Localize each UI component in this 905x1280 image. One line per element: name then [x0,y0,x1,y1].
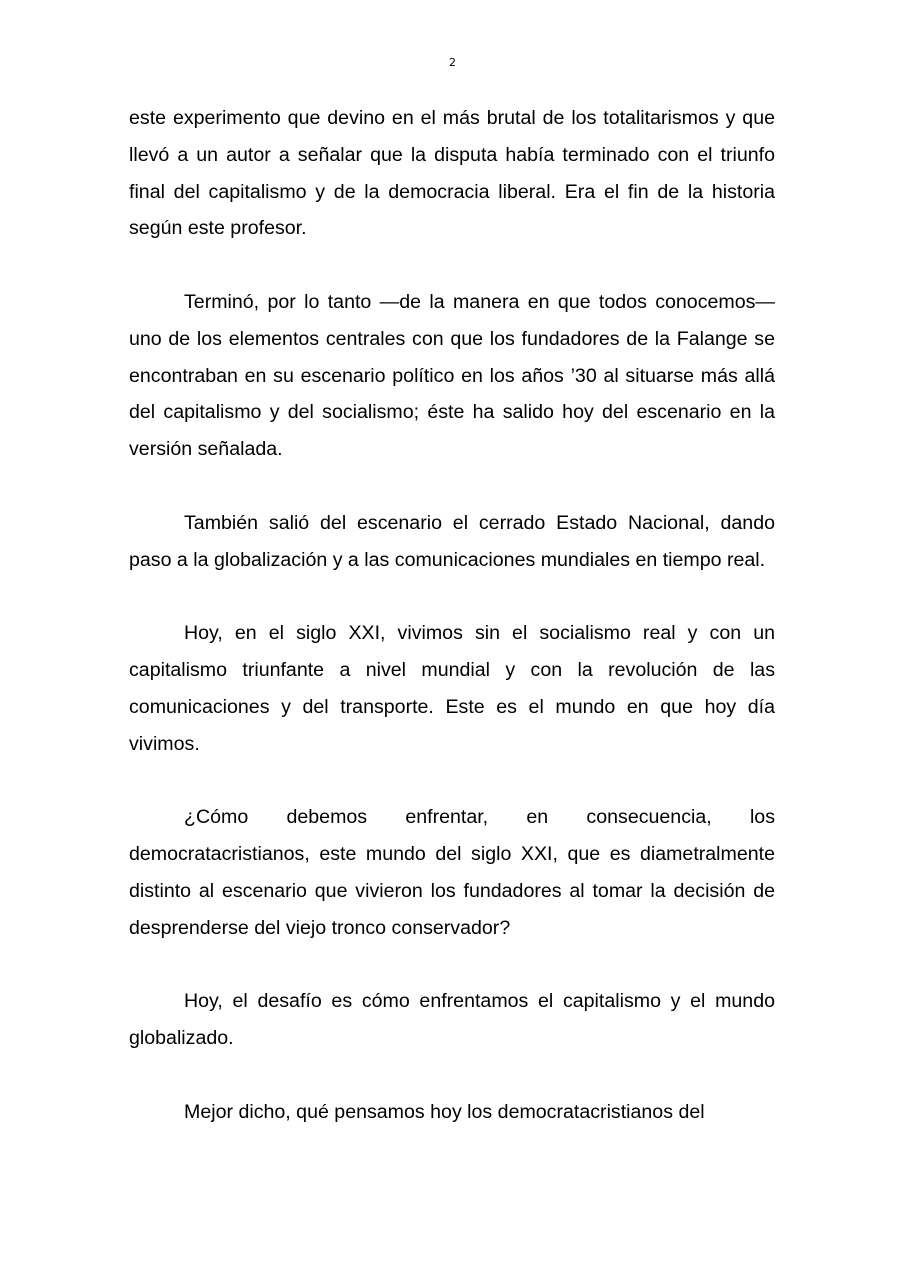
paragraph-3: También salió del escenario el cerrado Estado Nacional, dando paso a la globalización y a las comunicaciones mundiales en tiempo real. [129,511,775,571]
paragraph-5: ¿Cómo debemos enfrentar, en consecuencia, los democratacristianos, este mundo del siglo XXI, que es diametralmente distinto al escenario que vivieron los fundadores al tomar la decisión de desprenderse del viejo tronco conservador? [129,806,775,939]
paragraph-1: este experimento que devino en el más brutal de los totalitarismos y que llevó a un autor a señalar que la disputa había terminado con el triunfo final del capitalismo y de la democracia liberal. Era el fin de la historia según este profesor. [129,107,775,240]
paragraph-6: Hoy, el desafío es cómo enfrentamos el capitalismo y el mundo globalizado. [129,990,775,1049]
paragraph-4: Hoy, en el siglo XXI, vivimos sin el socialismo real y con un capitalismo triunfante a nivel mundial y con la revolución de las comunicaciones y del transporte. Este es el mundo en que hoy día vivimos. [129,622,775,755]
document-body [129,100,775,1167]
paragraph-2: Terminó, por lo tanto —de la manera en que todos conocemos— uno de los elementos centrales con que los fundadores de la Falange se encontraban en su escenario político en los años ’30 al situarse más allá del capitalismo y del socialismo; éste ha salido hoy del escenario en la versión señalada. [129,290,775,461]
paragraph-7: Mejor dicho, qué pensamos hoy los democratacristianos del [184,1100,705,1123]
page-number: 2 [449,56,456,69]
